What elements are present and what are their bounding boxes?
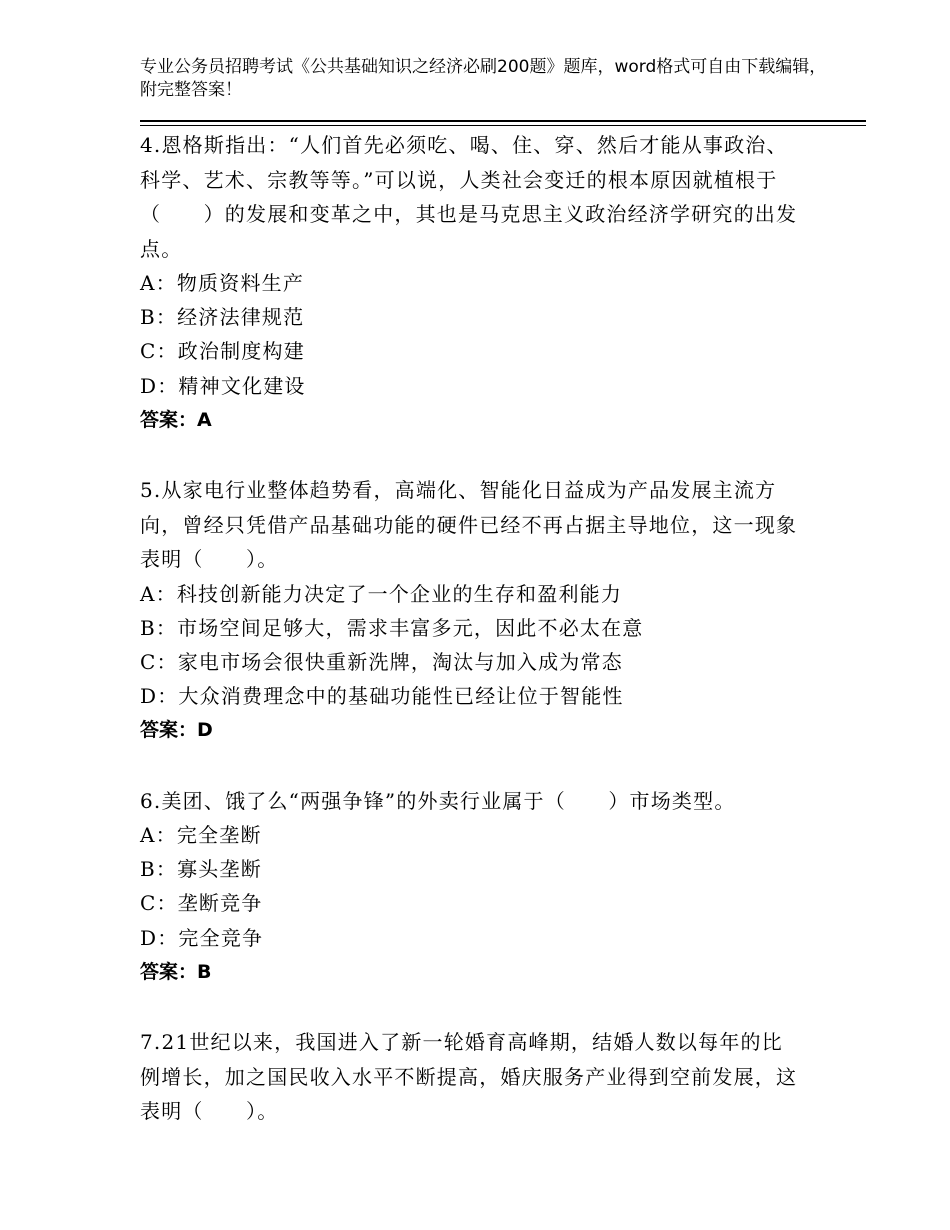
answer-line: 答案：D [140, 719, 213, 742]
answer-line: 答案：B [140, 960, 212, 983]
question-spacer [140, 989, 800, 1025]
question-spacer [140, 437, 800, 473]
question-stem: 6.美团、饿了么“两强争锋”的外卖行业属于（ ）市场类型。 [140, 788, 736, 813]
question-stem: 4.恩格斯指出：“人们首先必须吃、喝、住、穿、然后才能从事政治、科学、艺术、宗教等等。”可以说，人类社会变迁的根本原因就植根于（ ）的发展和变革之中，其也是马克思主义政治经济学研究的出发点。 [140, 133, 798, 261]
option-d: D：完全竞争 [140, 925, 264, 950]
question-list [140, 128, 800, 1129]
option-a: A：物质资料生产 [140, 271, 305, 295]
question-stem: 7.21世纪以来，我国进入了新一轮婚育高峰期，结婚人数以每年的比例增长，加之国民收入水平不断提高，婚庆服务产业得到空前发展，这表明（ ）。 [140, 1030, 798, 1124]
document-header: 专业公务员招聘考试《公共基础知识之经济必刷200题》题库，word格式可自由下载编辑，附完整答案！ [140, 57, 827, 100]
answer-line: 答案：A [140, 408, 212, 431]
option-d: D：精神文化建设 [140, 373, 306, 398]
option-c: C：政治制度构建 [140, 339, 305, 364]
option-a: A：完全垄断 [140, 823, 262, 848]
option-d: D：大众消费理念中的基础功能性已经让位于智能性 [140, 684, 624, 709]
header-rule-thick [140, 120, 866, 122]
option-a: A：科技创新能力决定了一个企业的生存和盈利能力 [140, 581, 623, 606]
option-b: B：市场空间足够大，需求丰富多元，因此不必太在意 [140, 615, 644, 640]
question-4 [140, 128, 800, 437]
question-5 [140, 473, 800, 748]
option-c: C：家电市场会很快重新洗牌，淘汰与加入成为常态 [140, 649, 623, 674]
option-c: C：垄断竞争 [140, 891, 263, 916]
question-7 [140, 1025, 800, 1129]
header-rule-thin [140, 125, 866, 126]
option-b: B：经济法律规范 [140, 305, 305, 330]
question-stem: 5.从家电行业整体趋势看，高端化、智能化日益成为产品发展主流方向，曾经只凭借产品基础功能的硬件已经不再占据主导地位，这一现象表明（ ）。 [140, 478, 798, 572]
question-6 [140, 784, 800, 990]
option-b: B：寡头垄断 [140, 857, 262, 882]
question-spacer [140, 748, 800, 784]
